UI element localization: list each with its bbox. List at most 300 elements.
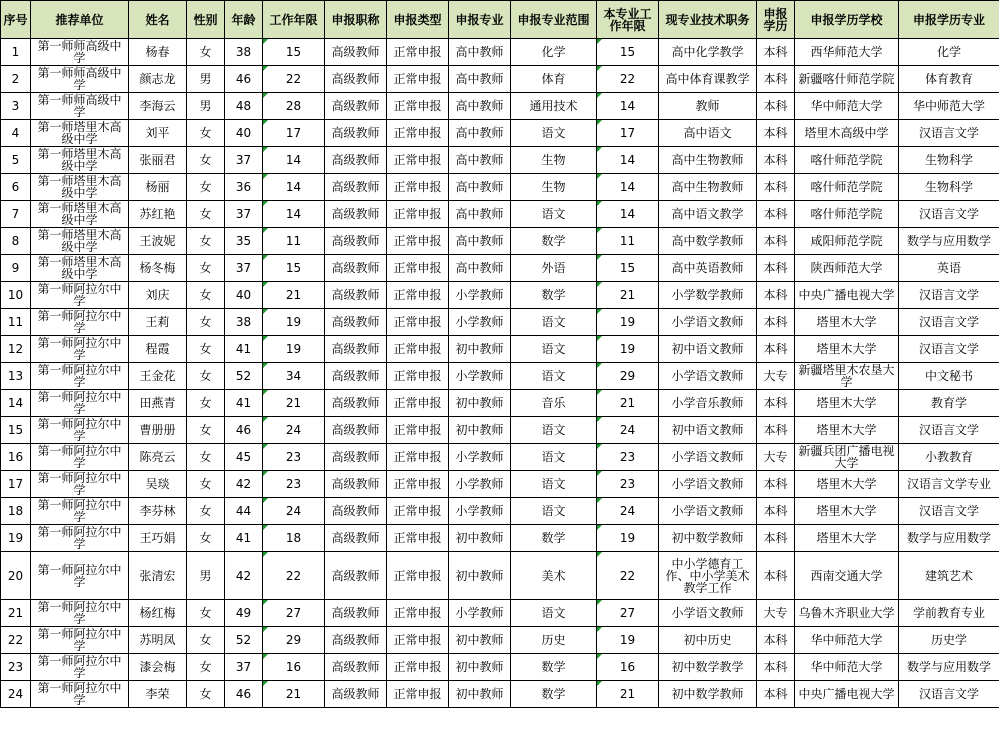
cell-unit: 第一师塔里木高级中学 <box>31 147 129 174</box>
cell-degree-major: 华中师范大学 <box>899 93 999 120</box>
table-row <box>1 363 999 390</box>
cell-gender: 女 <box>187 147 225 174</box>
cell-major-years: 21 <box>597 390 659 417</box>
table-row <box>1 600 999 627</box>
cell-gender: 女 <box>187 309 225 336</box>
cell-major-scope: 生物 <box>511 174 597 201</box>
cell-current-post: 小学数学教师 <box>659 282 757 309</box>
cell-major-years: 19 <box>597 627 659 654</box>
cell-school: 塔里木大学 <box>795 471 899 498</box>
cell-title: 高级教师 <box>325 525 387 552</box>
cell-major-years: 21 <box>597 282 659 309</box>
cell-index: 1 <box>1 39 31 66</box>
cell-gender: 女 <box>187 444 225 471</box>
cell-type: 正常申报 <box>387 228 449 255</box>
cell-degree: 本科 <box>757 309 795 336</box>
cell-major: 小学教师 <box>449 363 511 390</box>
cell-school: 新疆兵团广播电视大学 <box>795 444 899 471</box>
cell-index: 3 <box>1 93 31 120</box>
cell-major: 初中教师 <box>449 552 511 600</box>
cell-gender: 女 <box>187 120 225 147</box>
cell-current-post: 高中生物教师 <box>659 174 757 201</box>
cell-name: 王波妮 <box>129 228 187 255</box>
table-body <box>1 39 999 708</box>
cell-current-post: 教师 <box>659 93 757 120</box>
cell-major: 小学教师 <box>449 498 511 525</box>
cell-current-post: 初中语文教师 <box>659 336 757 363</box>
cell-title: 高级教师 <box>325 336 387 363</box>
table-row <box>1 309 999 336</box>
cell-age: 46 <box>225 681 263 708</box>
cell-index: 6 <box>1 174 31 201</box>
cell-major-years: 19 <box>597 336 659 363</box>
header-col-major: 申报专业 <box>449 1 511 39</box>
cell-major: 高中教师 <box>449 39 511 66</box>
cell-degree-major: 学前教育专业 <box>899 600 999 627</box>
cell-gender: 女 <box>187 282 225 309</box>
table-row <box>1 93 999 120</box>
cell-type: 正常申报 <box>387 336 449 363</box>
cell-major-scope: 音乐 <box>511 390 597 417</box>
cell-current-post: 小学语文教师 <box>659 363 757 390</box>
cell-type: 正常申报 <box>387 654 449 681</box>
cell-gender: 女 <box>187 39 225 66</box>
cell-major-years: 23 <box>597 471 659 498</box>
cell-degree: 大专 <box>757 444 795 471</box>
cell-type: 正常申报 <box>387 120 449 147</box>
cell-unit: 第一师塔里木高级中学 <box>31 201 129 228</box>
cell-index: 13 <box>1 363 31 390</box>
cell-name: 王莉 <box>129 309 187 336</box>
table-row <box>1 681 999 708</box>
cell-degree: 本科 <box>757 282 795 309</box>
cell-degree: 本科 <box>757 417 795 444</box>
cell-name: 苏明凤 <box>129 627 187 654</box>
cell-name: 吴琰 <box>129 471 187 498</box>
cell-work-years: 16 <box>263 654 325 681</box>
cell-degree: 本科 <box>757 552 795 600</box>
cell-current-post: 高中英语教师 <box>659 255 757 282</box>
cell-type: 正常申报 <box>387 309 449 336</box>
cell-current-post: 初中数学教师 <box>659 525 757 552</box>
cell-type: 正常申报 <box>387 498 449 525</box>
cell-index: 7 <box>1 201 31 228</box>
cell-gender: 女 <box>187 498 225 525</box>
table-row <box>1 390 999 417</box>
cell-title: 高级教师 <box>325 654 387 681</box>
cell-index: 2 <box>1 66 31 93</box>
cell-title: 高级教师 <box>325 444 387 471</box>
cell-work-years: 23 <box>263 471 325 498</box>
cell-type: 正常申报 <box>387 147 449 174</box>
cell-major-years: 22 <box>597 66 659 93</box>
cell-current-post: 高中体育课教学 <box>659 66 757 93</box>
cell-school: 华中师范大学 <box>795 627 899 654</box>
cell-current-post: 中小学德育工作、中小学美术教学工作 <box>659 552 757 600</box>
cell-title: 高级教师 <box>325 228 387 255</box>
cell-degree-major: 教育学 <box>899 390 999 417</box>
cell-major: 高中教师 <box>449 93 511 120</box>
cell-degree-major: 中文秘书 <box>899 363 999 390</box>
cell-major: 高中教师 <box>449 201 511 228</box>
cell-gender: 女 <box>187 600 225 627</box>
cell-title: 高级教师 <box>325 120 387 147</box>
table-row <box>1 174 999 201</box>
cell-degree-major: 数学与应用数学 <box>899 228 999 255</box>
cell-current-post: 初中语文教师 <box>659 417 757 444</box>
cell-unit: 第一师阿拉尔中学 <box>31 627 129 654</box>
cell-degree: 本科 <box>757 120 795 147</box>
cell-name: 苏红艳 <box>129 201 187 228</box>
cell-name: 张清宏 <box>129 552 187 600</box>
header-col-unit: 推荐单位 <box>31 1 129 39</box>
cell-work-years: 24 <box>263 417 325 444</box>
cell-major-scope: 体育 <box>511 66 597 93</box>
cell-unit: 第一师阿拉尔中学 <box>31 309 129 336</box>
cell-major: 小学教师 <box>449 309 511 336</box>
cell-major-scope: 数学 <box>511 681 597 708</box>
cell-index: 4 <box>1 120 31 147</box>
header-col-gender: 性别 <box>187 1 225 39</box>
cell-work-years: 28 <box>263 93 325 120</box>
cell-major-scope: 数学 <box>511 228 597 255</box>
cell-school: 塔里木大学 <box>795 417 899 444</box>
cell-major-years: 17 <box>597 120 659 147</box>
cell-title: 高级教师 <box>325 471 387 498</box>
cell-major: 高中教师 <box>449 255 511 282</box>
cell-name: 李海云 <box>129 93 187 120</box>
cell-gender: 女 <box>187 174 225 201</box>
cell-name: 刘平 <box>129 120 187 147</box>
cell-degree: 大专 <box>757 600 795 627</box>
cell-degree: 大专 <box>757 363 795 390</box>
cell-gender: 女 <box>187 201 225 228</box>
cell-unit: 第一师阿拉尔中学 <box>31 600 129 627</box>
cell-degree-major: 汉语言文学 <box>899 201 999 228</box>
cell-current-post: 初中数学教师 <box>659 681 757 708</box>
cell-degree-major: 生物科学 <box>899 147 999 174</box>
cell-major-scope: 语文 <box>511 444 597 471</box>
cell-school: 塔里木大学 <box>795 390 899 417</box>
cell-title: 高级教师 <box>325 363 387 390</box>
cell-index: 17 <box>1 471 31 498</box>
cell-title: 高级教师 <box>325 552 387 600</box>
cell-work-years: 15 <box>263 255 325 282</box>
cell-major: 高中教师 <box>449 66 511 93</box>
cell-school: 新疆喀什师范学院 <box>795 66 899 93</box>
cell-unit: 第一师阿拉尔中学 <box>31 471 129 498</box>
cell-index: 19 <box>1 525 31 552</box>
cell-major-years: 21 <box>597 681 659 708</box>
cell-degree-major: 汉语言文学专业 <box>899 471 999 498</box>
cell-work-years: 29 <box>263 627 325 654</box>
cell-title: 高级教师 <box>325 93 387 120</box>
cell-gender: 女 <box>187 255 225 282</box>
cell-school: 陕西师范大学 <box>795 255 899 282</box>
cell-major-scope: 美术 <box>511 552 597 600</box>
cell-age: 46 <box>225 417 263 444</box>
cell-age: 37 <box>225 255 263 282</box>
cell-index: 21 <box>1 600 31 627</box>
cell-type: 正常申报 <box>387 390 449 417</box>
cell-current-post: 小学音乐教师 <box>659 390 757 417</box>
cell-current-post: 高中生物教师 <box>659 147 757 174</box>
table-row <box>1 255 999 282</box>
cell-title: 高级教师 <box>325 309 387 336</box>
cell-name: 颜志龙 <box>129 66 187 93</box>
cell-degree: 本科 <box>757 654 795 681</box>
cell-gender: 女 <box>187 627 225 654</box>
cell-major-scope: 数学 <box>511 525 597 552</box>
cell-major-years: 16 <box>597 654 659 681</box>
cell-degree: 本科 <box>757 390 795 417</box>
cell-title: 高级教师 <box>325 174 387 201</box>
cell-gender: 女 <box>187 681 225 708</box>
cell-current-post: 高中语文教学 <box>659 201 757 228</box>
cell-major: 小学教师 <box>449 471 511 498</box>
cell-title: 高级教师 <box>325 417 387 444</box>
cell-gender: 女 <box>187 525 225 552</box>
table-row <box>1 627 999 654</box>
cell-major: 初中教师 <box>449 417 511 444</box>
cell-age: 42 <box>225 552 263 600</box>
cell-degree-major: 汉语言文学 <box>899 309 999 336</box>
cell-degree: 本科 <box>757 255 795 282</box>
cell-current-post: 初中历史 <box>659 627 757 654</box>
table-row <box>1 147 999 174</box>
cell-index: 16 <box>1 444 31 471</box>
cell-gender: 女 <box>187 228 225 255</box>
cell-major-years: 14 <box>597 93 659 120</box>
cell-index: 5 <box>1 147 31 174</box>
cell-current-post: 初中数学教学 <box>659 654 757 681</box>
cell-major-scope: 通用技术 <box>511 93 597 120</box>
cell-work-years: 22 <box>263 66 325 93</box>
header-col-name: 姓名 <box>129 1 187 39</box>
cell-title: 高级教师 <box>325 66 387 93</box>
cell-unit: 第一师阿拉尔中学 <box>31 654 129 681</box>
cell-unit: 第一师阿拉尔中学 <box>31 363 129 390</box>
cell-name: 李芬林 <box>129 498 187 525</box>
cell-work-years: 18 <box>263 525 325 552</box>
cell-name: 陈亮云 <box>129 444 187 471</box>
cell-major-scope: 化学 <box>511 39 597 66</box>
cell-degree-major: 汉语言文学 <box>899 498 999 525</box>
cell-gender: 女 <box>187 390 225 417</box>
cell-current-post: 小学语文教师 <box>659 471 757 498</box>
table-row <box>1 654 999 681</box>
cell-degree-major: 汉语言文学 <box>899 336 999 363</box>
cell-age: 42 <box>225 471 263 498</box>
cell-major: 小学教师 <box>449 600 511 627</box>
cell-school: 喀什师范学院 <box>795 147 899 174</box>
table-row <box>1 228 999 255</box>
cell-type: 正常申报 <box>387 444 449 471</box>
cell-degree: 本科 <box>757 201 795 228</box>
cell-work-years: 27 <box>263 600 325 627</box>
cell-major: 高中教师 <box>449 147 511 174</box>
cell-age: 38 <box>225 309 263 336</box>
cell-unit: 第一师阿拉尔中学 <box>31 336 129 363</box>
cell-age: 41 <box>225 390 263 417</box>
cell-index: 10 <box>1 282 31 309</box>
cell-type: 正常申报 <box>387 471 449 498</box>
cell-major-scope: 语文 <box>511 471 597 498</box>
cell-type: 正常申报 <box>387 174 449 201</box>
cell-current-post: 小学语文教师 <box>659 309 757 336</box>
cell-name: 张丽君 <box>129 147 187 174</box>
cell-current-post: 高中化学教学 <box>659 39 757 66</box>
cell-degree-major: 汉语言文学 <box>899 120 999 147</box>
cell-major: 初中教师 <box>449 681 511 708</box>
cell-major-scope: 语文 <box>511 201 597 228</box>
cell-type: 正常申报 <box>387 417 449 444</box>
cell-name: 王巧娟 <box>129 525 187 552</box>
cell-work-years: 17 <box>263 120 325 147</box>
cell-major-scope: 语文 <box>511 309 597 336</box>
cell-major: 高中教师 <box>449 120 511 147</box>
cell-school: 华中师范大学 <box>795 654 899 681</box>
cell-unit: 第一师阿拉尔中学 <box>31 444 129 471</box>
cell-degree: 本科 <box>757 174 795 201</box>
cell-major-scope: 数学 <box>511 654 597 681</box>
cell-major-years: 14 <box>597 174 659 201</box>
cell-work-years: 14 <box>263 147 325 174</box>
cell-major-years: 19 <box>597 309 659 336</box>
cell-major-years: 29 <box>597 363 659 390</box>
table-row <box>1 282 999 309</box>
cell-type: 正常申报 <box>387 201 449 228</box>
cell-name: 杨丽 <box>129 174 187 201</box>
table-row <box>1 498 999 525</box>
cell-age: 44 <box>225 498 263 525</box>
cell-degree-major: 汉语言文学 <box>899 681 999 708</box>
cell-index: 15 <box>1 417 31 444</box>
cell-unit: 第一师塔里木高级中学 <box>31 174 129 201</box>
cell-school: 乌鲁木齐职业大学 <box>795 600 899 627</box>
cell-title: 高级教师 <box>325 282 387 309</box>
cell-current-post: 小学语文教师 <box>659 498 757 525</box>
cell-degree-major: 生物科学 <box>899 174 999 201</box>
cell-type: 正常申报 <box>387 525 449 552</box>
cell-age: 40 <box>225 282 263 309</box>
cell-major-years: 11 <box>597 228 659 255</box>
cell-degree: 本科 <box>757 93 795 120</box>
table-row <box>1 417 999 444</box>
cell-index: 14 <box>1 390 31 417</box>
cell-name: 曹册册 <box>129 417 187 444</box>
cell-major: 初中教师 <box>449 390 511 417</box>
table-row <box>1 201 999 228</box>
cell-work-years: 19 <box>263 336 325 363</box>
cell-gender: 男 <box>187 66 225 93</box>
table-row <box>1 39 999 66</box>
cell-work-years: 21 <box>263 390 325 417</box>
cell-school: 喀什师范学院 <box>795 201 899 228</box>
cell-unit: 第一师师高级中学 <box>31 93 129 120</box>
cell-type: 正常申报 <box>387 93 449 120</box>
cell-type: 正常申报 <box>387 66 449 93</box>
cell-degree: 本科 <box>757 471 795 498</box>
cell-unit: 第一师阿拉尔中学 <box>31 681 129 708</box>
cell-school: 新疆塔里木农垦大学 <box>795 363 899 390</box>
cell-index: 11 <box>1 309 31 336</box>
cell-age: 38 <box>225 39 263 66</box>
cell-school: 西华师范大学 <box>795 39 899 66</box>
cell-age: 36 <box>225 174 263 201</box>
cell-gender: 女 <box>187 417 225 444</box>
cell-major: 小学教师 <box>449 282 511 309</box>
cell-index: 24 <box>1 681 31 708</box>
cell-school: 华中师范大学 <box>795 93 899 120</box>
cell-major: 初中教师 <box>449 654 511 681</box>
cell-age: 37 <box>225 147 263 174</box>
cell-degree: 本科 <box>757 336 795 363</box>
cell-index: 18 <box>1 498 31 525</box>
cell-school: 塔里木大学 <box>795 498 899 525</box>
cell-age: 37 <box>225 201 263 228</box>
cell-type: 正常申报 <box>387 627 449 654</box>
cell-title: 高级教师 <box>325 498 387 525</box>
cell-index: 9 <box>1 255 31 282</box>
cell-major-scope: 数学 <box>511 282 597 309</box>
cell-major: 高中教师 <box>449 174 511 201</box>
cell-title: 高级教师 <box>325 201 387 228</box>
cell-type: 正常申报 <box>387 39 449 66</box>
cell-major-scope: 语文 <box>511 600 597 627</box>
cell-work-years: 11 <box>263 228 325 255</box>
cell-age: 35 <box>225 228 263 255</box>
cell-gender: 女 <box>187 363 225 390</box>
cell-work-years: 34 <box>263 363 325 390</box>
cell-degree: 本科 <box>757 681 795 708</box>
cell-current-post: 小学语文教师 <box>659 444 757 471</box>
cell-name: 杨冬梅 <box>129 255 187 282</box>
cell-degree-major: 汉语言文学 <box>899 417 999 444</box>
cell-major-years: 19 <box>597 525 659 552</box>
cell-type: 正常申报 <box>387 600 449 627</box>
cell-age: 45 <box>225 444 263 471</box>
cell-type: 正常申报 <box>387 282 449 309</box>
cell-current-post: 高中数学教师 <box>659 228 757 255</box>
cell-gender: 男 <box>187 552 225 600</box>
cell-degree: 本科 <box>757 525 795 552</box>
header-col-type: 申报类型 <box>387 1 449 39</box>
cell-major-years: 23 <box>597 444 659 471</box>
cell-degree-major: 历史学 <box>899 627 999 654</box>
cell-name: 刘庆 <box>129 282 187 309</box>
cell-degree-major: 建筑艺术 <box>899 552 999 600</box>
header-row <box>1 1 999 39</box>
cell-age: 40 <box>225 120 263 147</box>
table-row <box>1 525 999 552</box>
cell-major: 初中教师 <box>449 627 511 654</box>
cell-unit: 第一师阿拉尔中学 <box>31 525 129 552</box>
cell-major: 初中教师 <box>449 525 511 552</box>
cell-unit: 第一师塔里木高级中学 <box>31 120 129 147</box>
cell-degree: 本科 <box>757 627 795 654</box>
cell-work-years: 24 <box>263 498 325 525</box>
table-row <box>1 66 999 93</box>
cell-current-post: 小学语文教师 <box>659 600 757 627</box>
table-row <box>1 471 999 498</box>
cell-school: 咸阳师范学院 <box>795 228 899 255</box>
cell-title: 高级教师 <box>325 255 387 282</box>
cell-major: 初中教师 <box>449 336 511 363</box>
header-col-index: 序号 <box>1 1 31 39</box>
table-row <box>1 444 999 471</box>
cell-school: 中央广播电视大学 <box>795 282 899 309</box>
